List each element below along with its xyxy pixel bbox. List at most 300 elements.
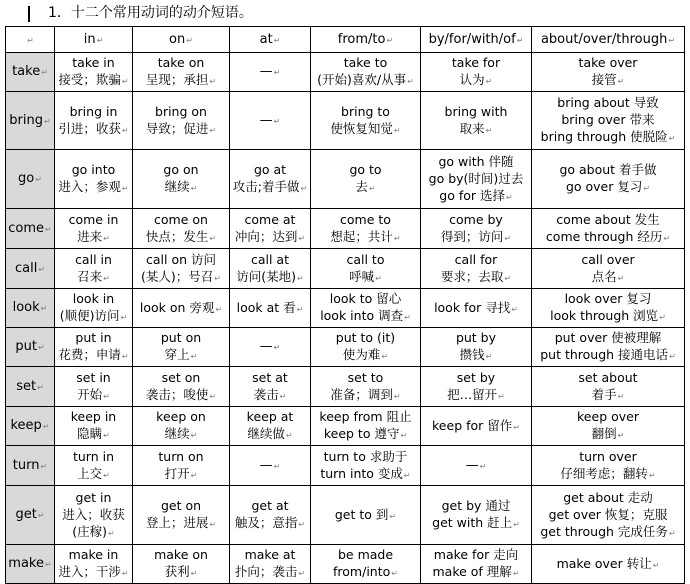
- phrase-line: bring over 带来: [561, 112, 655, 127]
- paragraph-mark-icon: ↵: [121, 569, 129, 578]
- row-header-get: [6, 486, 55, 545]
- paragraph-mark-icon: ↵: [407, 77, 414, 86]
- phrase-line: 冲向；达到↵: [234, 228, 306, 244]
- page-title: 1．十二个常用动词的动介短语。: [48, 5, 253, 21]
- phrase-line: look for 寻找↵: [434, 299, 518, 315]
- phrase-line: put in: [75, 330, 112, 345]
- phrase-cell: [421, 289, 532, 328]
- paragraph-mark-icon: ↵: [45, 224, 52, 234]
- paragraph-mark-icon: ↵: [298, 520, 306, 529]
- phrase-line: 触及；意指↵: [234, 515, 306, 530]
- phrase-cell: [133, 407, 230, 446]
- phrase-line: set about: [578, 369, 638, 385]
- phrase-cell: [55, 150, 133, 209]
- phrase-line: 使为难↵: [342, 347, 389, 362]
- phrase-line: turn to 求助于: [323, 448, 408, 464]
- paragraph-mark-icon: ↵: [209, 391, 217, 401]
- phrase-line: 花费；申请↵: [58, 347, 129, 362]
- phrase-line: look to 留心: [329, 291, 402, 306]
- phrase-line: 上交↵: [77, 465, 110, 481]
- paragraph-mark-icon: ↵: [485, 77, 493, 86]
- phrase-line: 导致；促进↵: [145, 120, 217, 136]
- paragraph-mark-icon: ↵: [513, 520, 520, 529]
- phrase-cell: [55, 407, 133, 446]
- paragraph-mark-icon: ↵: [296, 304, 304, 314]
- phrase-cell: [532, 407, 685, 446]
- phrase-cell: [532, 150, 685, 209]
- phrase-line: take on: [157, 55, 205, 70]
- phrase-cell: [421, 328, 532, 367]
- phrase-line: come by: [449, 211, 503, 227]
- phrase-cell: [421, 486, 532, 545]
- phrase-cell: [133, 367, 230, 407]
- phrase-line: 准备；调到↵: [330, 386, 401, 402]
- text-cursor: [28, 6, 30, 22]
- phrase-line: 快点；发生↵: [145, 228, 217, 244]
- phrase-cell: [133, 249, 230, 289]
- phrase-line: 继续↵: [164, 179, 198, 194]
- phrase-cell: [230, 150, 311, 209]
- table-row-call: [6, 249, 685, 289]
- phrase-cell: [421, 407, 532, 446]
- phrase-line: get over 恢复；克服: [548, 506, 668, 522]
- table-row-look: [6, 289, 685, 328]
- phrase-line: 开始↵: [77, 386, 110, 402]
- phrase-cell: [133, 328, 230, 367]
- phrase-cell: [55, 249, 133, 289]
- paragraph-mark-icon: ↵: [391, 569, 398, 578]
- phrase-cell: [532, 486, 685, 545]
- phrase-cell: [133, 545, 230, 584]
- phrase-cell: [421, 209, 532, 249]
- paragraph-mark-icon: ↵: [485, 125, 493, 135]
- phrase-cell: [311, 367, 421, 407]
- paragraph-mark-icon: ↵: [669, 352, 676, 361]
- phrase-line: come through 经历↵: [545, 228, 671, 244]
- phrase-line: 打开↵: [164, 465, 198, 481]
- phrase-cell: [311, 486, 421, 545]
- phrase-line: go with 伴随: [438, 153, 514, 169]
- phrase-line: get to 到↵: [334, 506, 397, 522]
- paragraph-mark-icon: ↵: [121, 352, 129, 361]
- phrase-line: look into 调查↵: [320, 308, 411, 323]
- table-body: [6, 53, 685, 584]
- paragraph-mark-icon: ↵: [190, 184, 198, 193]
- column-header-label: about/over/through: [540, 31, 668, 47]
- phrase-cell: [421, 446, 532, 486]
- phrase-line: 想起；共计↵: [330, 228, 401, 244]
- paragraph-mark-icon: ↵: [214, 273, 221, 283]
- paragraph-mark-icon: ↵: [103, 431, 110, 440]
- phrase-line: set to: [347, 369, 384, 385]
- phrase-line: 召来↵: [77, 268, 110, 284]
- header-row: [6, 27, 685, 53]
- paragraph-mark-icon: ↵: [389, 511, 397, 521]
- column-header-from-to: [311, 27, 421, 53]
- empty-dash: —↵: [259, 64, 281, 79]
- paragraph-mark-icon: ↵: [297, 273, 304, 283]
- paragraph-mark-icon: ↵: [516, 35, 524, 45]
- paragraph-mark-icon: ↵: [273, 461, 281, 471]
- phrase-cell: [133, 289, 230, 328]
- phrase-cell: [311, 150, 421, 209]
- phrase-cell: [230, 367, 311, 407]
- phrase-cell: [133, 92, 230, 150]
- phrase-line: 进来↵: [77, 228, 110, 244]
- paragraph-mark-icon: ↵: [215, 304, 223, 314]
- phrase-line: go to: [349, 162, 382, 177]
- empty-dash: —↵: [259, 457, 281, 473]
- phrase-line: keep from 阻止: [319, 409, 412, 424]
- verb-label: call: [14, 260, 38, 276]
- paragraph-mark-icon: ↵: [393, 233, 401, 243]
- phrase-line: (开始)喜欢/从事↵: [317, 72, 414, 87]
- paragraph-mark-icon: ↵: [190, 569, 198, 578]
- paragraph-mark-icon: ↵: [300, 184, 308, 193]
- phrase-line: turn into 变成↵: [320, 465, 411, 481]
- phrase-line: 去↵: [355, 179, 376, 194]
- phrase-line: 登上；进展↵: [145, 515, 217, 530]
- paragraph-mark-icon: ↵: [38, 264, 46, 274]
- phrase-cell: [55, 209, 133, 249]
- phrase-cell: [532, 53, 685, 92]
- phrase-line: come on: [154, 211, 208, 227]
- phrase-line: get at: [251, 498, 289, 513]
- phrase-cell: [311, 289, 421, 328]
- row-header-put: [6, 328, 55, 367]
- phrase-line: 攒钱↵: [459, 347, 493, 362]
- phrase-line: keep in: [70, 409, 117, 424]
- table-row-make: [6, 545, 685, 584]
- paragraph-mark-icon: ↵: [668, 35, 676, 45]
- row-header-bring: [6, 92, 55, 150]
- phrase-line: put by: [455, 330, 497, 345]
- paragraph-mark-icon: ↵: [404, 313, 411, 322]
- phrase-line: make for 走向: [433, 547, 519, 562]
- column-header-on: [133, 27, 230, 53]
- phrase-line: set on: [161, 369, 201, 385]
- paragraph-mark-icon: ↵: [663, 233, 671, 243]
- table-row-come: [6, 209, 685, 249]
- phrase-line: from/into↵: [333, 564, 398, 579]
- phrase-cell: [55, 289, 133, 328]
- phrase-cell: [133, 486, 230, 545]
- phrase-line: set by: [456, 369, 496, 385]
- row-header-take: [6, 53, 55, 92]
- paragraph-mark-icon: ↵: [96, 35, 104, 45]
- paragraph-mark-icon: ↵: [511, 304, 518, 314]
- phrase-line: go on: [163, 162, 199, 177]
- phrase-line: 访问(某地)↵: [236, 268, 304, 284]
- phrase-cell: [421, 545, 532, 584]
- phrase-line: 继续做↵: [247, 426, 293, 441]
- phrase-line: get with 赶上↵: [432, 515, 520, 530]
- phrase-cell: [55, 446, 133, 486]
- phrase-line: take to: [343, 55, 388, 70]
- phrase-line: come to: [340, 211, 391, 227]
- phrase-cell: [532, 367, 685, 407]
- phrase-cell: [133, 446, 230, 486]
- phrase-cell: [55, 328, 133, 367]
- empty-dash: —↵: [259, 339, 281, 354]
- paragraph-mark-icon: ↵: [120, 313, 128, 322]
- phrase-cell: [421, 249, 532, 289]
- phrase-line: (某人)；号召↵: [141, 268, 221, 284]
- phrase-line: 着手↵: [591, 386, 625, 402]
- phrase-cell: [55, 486, 133, 545]
- phrase-line: set at: [252, 369, 288, 385]
- paragraph-mark-icon: ↵: [386, 35, 394, 45]
- paragraph-mark-icon: ↵: [368, 184, 376, 193]
- paragraph-mark-icon: ↵: [668, 134, 676, 143]
- phrase-line: call at: [250, 251, 289, 267]
- phrase-cell: [230, 209, 311, 249]
- phrase-line: keep for 留作↵: [432, 417, 520, 433]
- phrase-line: look through 浏览↵: [550, 308, 666, 323]
- paragraph-mark-icon: ↵: [186, 35, 193, 45]
- paragraph-mark-icon: ↵: [209, 125, 217, 135]
- table-row-get: [6, 486, 685, 545]
- phrase-line: call to: [346, 251, 385, 267]
- phrase-cell: [133, 209, 230, 249]
- paragraph-mark-icon: ↵: [617, 77, 625, 86]
- phrase-line: 使恢复知觉↵: [330, 120, 401, 136]
- phrase-cell: [532, 328, 685, 367]
- phrase-line: take for: [451, 55, 501, 70]
- phrase-line: get by 通过: [441, 498, 511, 513]
- phrase-cell: [230, 92, 311, 150]
- verb-label: come: [8, 220, 45, 236]
- row-header-go: [6, 150, 55, 209]
- paragraph-mark-icon: ↵: [375, 273, 382, 283]
- paragraph-mark-icon: ↵: [103, 233, 110, 243]
- paragraph-mark-icon: ↵: [103, 470, 110, 480]
- column-header-label: in: [83, 31, 96, 47]
- paragraph-mark-icon: ↵: [108, 528, 115, 538]
- verb-label: look: [12, 300, 40, 315]
- paragraph-mark-icon: ↵: [27, 35, 34, 45]
- phrase-line: bring on: [155, 103, 207, 119]
- phrase-line: 扑向；袭击↵: [234, 564, 306, 579]
- verb-label: bring: [9, 112, 43, 128]
- phrase-cell: [532, 209, 685, 249]
- table-row-take: [6, 53, 685, 92]
- paragraph-mark-icon: ↵: [381, 352, 389, 361]
- phrase-cell: [133, 150, 230, 209]
- phrase-line: look in: [72, 291, 115, 306]
- phrase-line: keep over: [577, 409, 639, 424]
- phrase-line: 进入；参观↵: [58, 179, 129, 194]
- phrase-cell: [421, 367, 532, 407]
- paragraph-mark-icon: ↵: [35, 175, 42, 184]
- row-header-come: [6, 209, 55, 249]
- phrase-table: [5, 26, 685, 584]
- phrase-cell: [311, 209, 421, 249]
- phrase-cell: [230, 249, 311, 289]
- table-row-set: [6, 367, 685, 407]
- row-header-set: [6, 367, 55, 407]
- phrase-line: make at: [244, 547, 296, 562]
- column-header-label: at: [259, 31, 273, 47]
- verb-label: put: [15, 339, 37, 354]
- phrase-cell: [55, 53, 133, 92]
- phrase-cell: [311, 249, 421, 289]
- phrase-line: take in: [72, 55, 115, 70]
- paragraph-mark-icon: ↵: [393, 125, 401, 135]
- phrase-cell: [532, 545, 685, 584]
- paragraph-mark-icon: ↵: [273, 35, 281, 45]
- paragraph-mark-icon: ↵: [209, 233, 217, 243]
- phrase-line: 点名↵: [591, 268, 625, 284]
- phrase-cell: [421, 92, 532, 150]
- phrase-line: put through 接通电话↵: [540, 347, 676, 362]
- phrase-line: call over: [581, 251, 635, 267]
- paragraph-mark-icon: ↵: [40, 461, 48, 471]
- phrase-line: 翻倒↵: [591, 426, 625, 441]
- phrase-line: keep at: [246, 409, 294, 424]
- paragraph-mark-icon: ↵: [121, 125, 129, 135]
- verb-label: set: [16, 378, 37, 394]
- paragraph-mark-icon: ↵: [103, 273, 110, 283]
- phrase-line: look on 旁观↵: [139, 299, 223, 315]
- phrase-line: keep to 遵守↵: [323, 426, 408, 441]
- paragraph-mark-icon: ↵: [485, 352, 493, 361]
- paragraph-mark-icon: ↵: [40, 304, 48, 313]
- phrase-line: turn over: [579, 448, 637, 464]
- phrase-line: get about 走动: [563, 489, 653, 505]
- paragraph-mark-icon: ↵: [37, 343, 45, 352]
- phrase-line: 袭击；唆使↵: [145, 386, 217, 402]
- phrase-line: bring to: [341, 103, 390, 119]
- column-header-about-over-through: [532, 27, 685, 53]
- phrase-line: set in: [76, 369, 111, 385]
- phrase-cell: [230, 407, 311, 446]
- paragraph-mark-icon: ↵: [41, 68, 48, 77]
- phrase-line: be made: [337, 547, 394, 562]
- phrase-line: put on: [160, 330, 202, 345]
- paragraph-mark-icon: ↵: [209, 77, 217, 86]
- phrase-line: put to (it): [335, 330, 396, 345]
- phrase-line: call in: [75, 251, 112, 267]
- row-header-turn: [6, 446, 55, 486]
- phrase-line: get on: [160, 498, 202, 513]
- phrase-line: 袭击↵: [253, 386, 287, 402]
- phrase-cell: [311, 92, 421, 150]
- phrase-line: 接管↵: [591, 72, 625, 87]
- phrase-line: take over: [578, 55, 638, 70]
- phrase-line: make on: [154, 547, 208, 562]
- phrase-line: 获利↵: [164, 564, 198, 579]
- paragraph-mark-icon: ↵: [37, 382, 44, 392]
- phrase-line: (庄稼)↵: [72, 523, 115, 539]
- phrase-line: bring with: [444, 103, 508, 119]
- column-header-label: from/to: [337, 31, 386, 47]
- paragraph-mark-icon: ↵: [279, 391, 287, 401]
- phrase-cell: [421, 150, 532, 209]
- phrase-line: 把…留开↵: [447, 386, 505, 402]
- table-row-turn: [6, 446, 685, 486]
- phrase-line: look at 看↵: [236, 299, 304, 315]
- phrase-line: 呼喊↵: [349, 268, 382, 284]
- verb-label: make: [8, 556, 44, 571]
- phrase-line: 进入；收获: [62, 506, 125, 522]
- phrase-line: put over 使被理解: [554, 330, 662, 345]
- phrase-line: come about 发生: [556, 211, 660, 227]
- paragraph-mark-icon: ↵: [652, 560, 660, 570]
- verb-label: turn: [12, 457, 40, 473]
- verb-label: get: [15, 507, 37, 522]
- phrase-line: make over 转让↵: [556, 555, 660, 571]
- table-row-go: [6, 150, 685, 209]
- empty-dash: —↵: [465, 457, 487, 473]
- phrase-line: get through 完成任务↵: [540, 523, 676, 539]
- phrase-cell: [230, 486, 311, 545]
- column-header-in: [55, 27, 133, 53]
- phrase-cell: [230, 289, 311, 328]
- phrase-cell: [532, 446, 685, 486]
- paragraph-mark-icon: ↵: [44, 116, 51, 126]
- phrase-line: 继续↵: [164, 426, 198, 441]
- phrase-line: go by(时间)过去: [428, 170, 524, 186]
- phrase-line: 接受；欺骗↵: [58, 72, 129, 87]
- phrase-line: go over 复习↵: [565, 179, 651, 194]
- phrase-line: get in: [75, 489, 112, 505]
- paragraph-mark-icon: ↵: [668, 528, 676, 538]
- paragraph-mark-icon: ↵: [121, 77, 129, 86]
- paragraph-mark-icon: ↵: [643, 184, 651, 193]
- phrase-line: 隐瞒↵: [77, 426, 110, 441]
- phrase-cell: [230, 446, 311, 486]
- paragraph-mark-icon: ↵: [512, 569, 520, 578]
- paragraph-mark-icon: ↵: [273, 68, 281, 77]
- phrase-line: bring through 使脱险↵: [540, 129, 676, 144]
- paragraph-mark-icon: ↵: [504, 233, 512, 243]
- verb-label: keep: [10, 418, 42, 433]
- phrase-line: 仔细考虑；翻转↵: [560, 465, 656, 481]
- phrase-cell: [133, 53, 230, 92]
- phrase-line: 进入；干涉↵: [58, 564, 129, 579]
- phrase-cell: [311, 328, 421, 367]
- paragraph-mark-icon: ↵: [285, 431, 293, 440]
- column-header-at: [230, 27, 311, 53]
- phrase-line: go about 着手做: [559, 162, 657, 177]
- phrase-line: 攻击;着手做↵: [232, 179, 308, 194]
- verb-label: take: [12, 64, 41, 79]
- column-header-label: by/for/with/of: [428, 31, 516, 47]
- phrase-cell: [230, 53, 311, 92]
- phrase-line: turn on: [158, 448, 204, 464]
- paragraph-mark-icon: ↵: [103, 391, 110, 401]
- paragraph-mark-icon: ↵: [479, 461, 487, 471]
- phrase-line: 取来↵: [459, 120, 493, 136]
- paragraph-mark-icon: ↵: [121, 184, 129, 193]
- column-header-by-for-with-of: [421, 27, 532, 53]
- phrase-line: make in: [68, 547, 119, 562]
- phrase-line: go into: [71, 162, 116, 177]
- phrase-cell: [532, 249, 685, 289]
- phrase-line: turn in: [72, 448, 115, 464]
- paragraph-mark-icon: ↵: [617, 273, 625, 283]
- paragraph-mark-icon: ↵: [400, 431, 408, 440]
- paragraph-mark-icon: ↵: [617, 391, 625, 401]
- row-header-keep: [6, 407, 55, 446]
- phrase-line: come in: [68, 211, 119, 227]
- phrase-cell: [532, 92, 685, 150]
- phrase-line: (顺便)访问↵: [59, 308, 128, 323]
- phrase-line: bring in: [69, 103, 118, 119]
- table-row-keep: [6, 407, 685, 446]
- corner-cell: [6, 27, 55, 53]
